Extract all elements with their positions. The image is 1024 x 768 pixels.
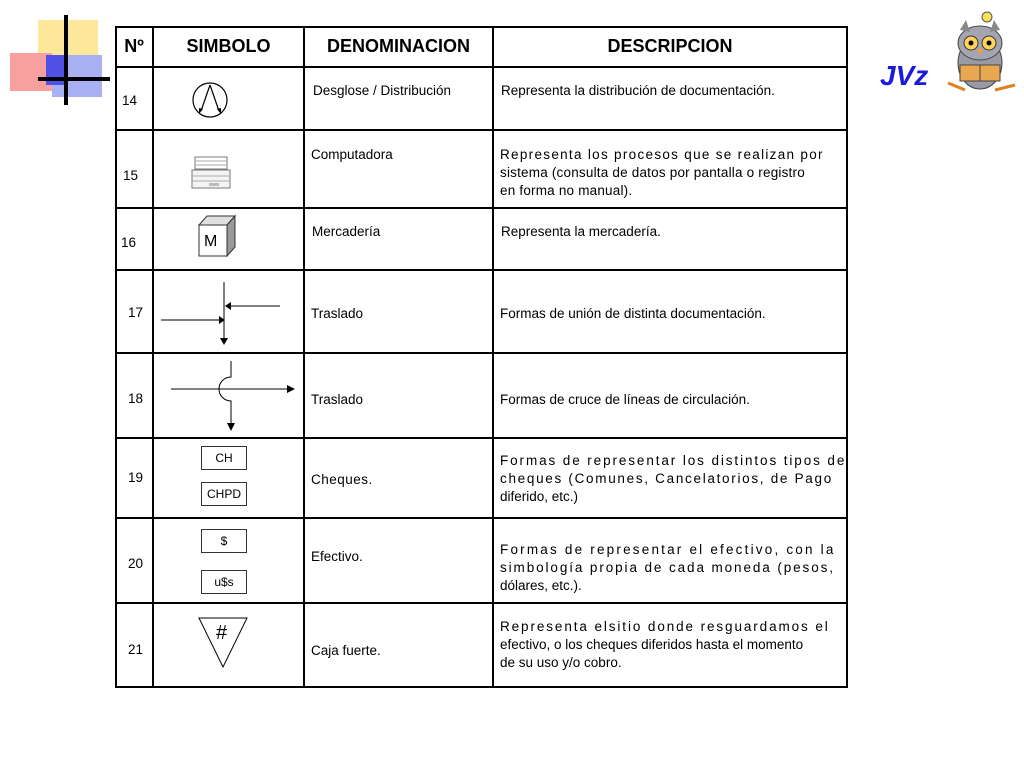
peso-cash-icon: $ [201, 529, 247, 553]
row-number: 17 [128, 305, 144, 320]
row-name: Caja fuerte. [311, 643, 381, 658]
row-name: Mercadería [312, 224, 381, 239]
row-description [500, 305, 766, 323]
header-symbol: SIMBOLO [186, 35, 271, 56]
description-line: Representa los procesos que se realizan por [500, 147, 824, 162]
safe-label: # [216, 622, 228, 644]
description-line: sistema (consulta de datos por pantalla o registro [500, 165, 805, 180]
row-name: Computadora [311, 147, 393, 162]
cube-label: M [204, 233, 218, 250]
row-description [500, 541, 836, 595]
description-line: Formas de unión de distinta documentación. [500, 306, 766, 321]
description-line: Representa elsitio donde resguardamos el [500, 619, 830, 634]
header-description: DESCRIPCION [607, 35, 733, 56]
row-number: 18 [128, 391, 144, 406]
row-description [501, 223, 661, 241]
row-name: Efectivo. [311, 549, 363, 564]
row-name: Traslado [311, 392, 364, 407]
row-number: 20 [128, 556, 144, 571]
corner-decoration [10, 15, 110, 105]
cross-arrows-icon [169, 359, 299, 434]
row-name: Traslado [311, 306, 364, 321]
description-line: Representa la distribución de documentación. [501, 83, 775, 98]
description-line: Representa la mercadería. [501, 224, 661, 239]
row-description [500, 146, 824, 200]
row-description [500, 452, 846, 506]
row-description [500, 618, 830, 672]
row-number: 16 [121, 235, 137, 250]
dollar-cash-icon: u$s [201, 570, 247, 594]
header-num: Nº [124, 35, 144, 56]
row-name: Desglose / Distribución [313, 83, 452, 98]
description-line: en forma no manual). [500, 183, 633, 198]
description-line: dólares, etc.). [500, 578, 582, 593]
description-line: de su uso y/o cobro. [500, 655, 622, 670]
description-line: Formas de representar los distintos tipos de [500, 453, 847, 468]
description-line: efectivo, o los cheques diferidos hasta el momento [500, 637, 804, 652]
symbols-table [115, 26, 848, 688]
row-number: 15 [123, 168, 139, 183]
description-line: Formas de cruce de líneas de circulación. [500, 392, 750, 407]
description-line: simbología propia de cada moneda (pesos, [500, 560, 835, 575]
row-number: 19 [128, 470, 144, 485]
computer-icon [191, 156, 233, 190]
cheque-icon: CH [201, 446, 247, 470]
deferred-cheque-icon: CHPD [201, 482, 247, 506]
description-line: diferido, etc.) [500, 489, 579, 504]
row-description [501, 82, 775, 100]
logo-text: JVz [880, 60, 929, 91]
row-description [500, 391, 750, 409]
distribution-icon [191, 81, 229, 119]
row-number: 21 [128, 642, 144, 657]
join-arrows-icon [159, 278, 289, 348]
header-name: DENOMINACION [327, 35, 470, 56]
row-name: Cheques. [311, 472, 373, 487]
description-line: cheques (Comunes, Cancelatorios, de Pago [500, 471, 833, 486]
description-line: Formas de representar el efectivo, con la [500, 542, 836, 557]
owl-logo-icon [940, 5, 1020, 100]
row-number: 14 [122, 93, 138, 108]
